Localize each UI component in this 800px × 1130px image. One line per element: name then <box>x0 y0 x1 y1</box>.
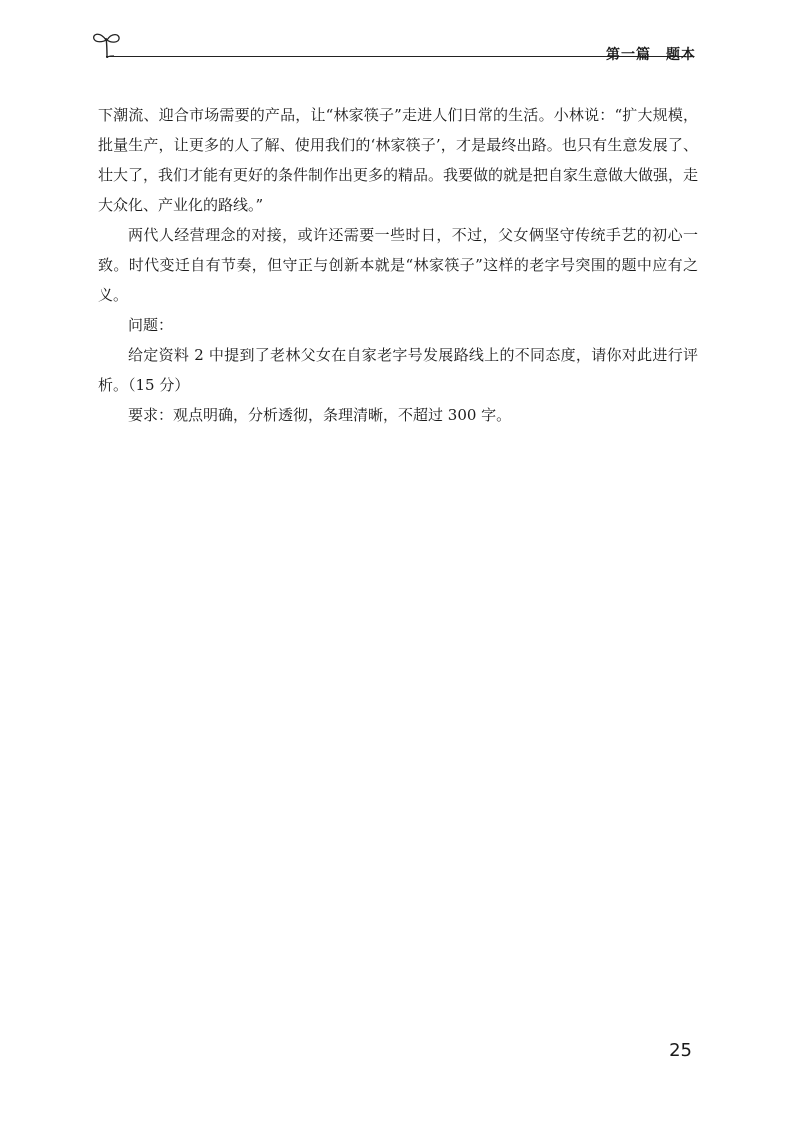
page-number: 25 <box>669 1040 692 1061</box>
page-header <box>90 28 710 68</box>
question-text: 给定资料 2 中提到了老林父女在自家老字号发展路线上的不同态度，请你对此进行评析。（15 分） <box>98 346 698 394</box>
header-rule <box>106 56 686 57</box>
paragraph-conclusion: 两代人经营理念的对接，或许还需要一些时日，不过，父女俩坚守传统手艺的初心一致。时代变迁自有节奏，但守正与创新本就是“林家筷子”这样的老字号突围的题中应有之义。 <box>98 226 698 304</box>
requirements-text: 要求：观点明确，分析透彻，条理清晰，不超过 300 字。 <box>128 406 512 424</box>
section-title: 第一篇 题本 <box>606 47 696 63</box>
question-label: 问题： <box>128 316 174 334</box>
paragraph-continuation: 下潮流、迎合市场需要的产品，让“林家筷子”走进人们日常的生活。小林说：“扩大规模，批量生产，让更多的人了解、使用我们的‘林家筷子’，才是最终出路。也只有生意发展了、壮大了，我们才能有更好的条件制作出更多的精品。我要做的就是把自家生意做大做强，走大众化、产业化的路线。” <box>98 106 699 214</box>
main-content <box>98 100 698 430</box>
